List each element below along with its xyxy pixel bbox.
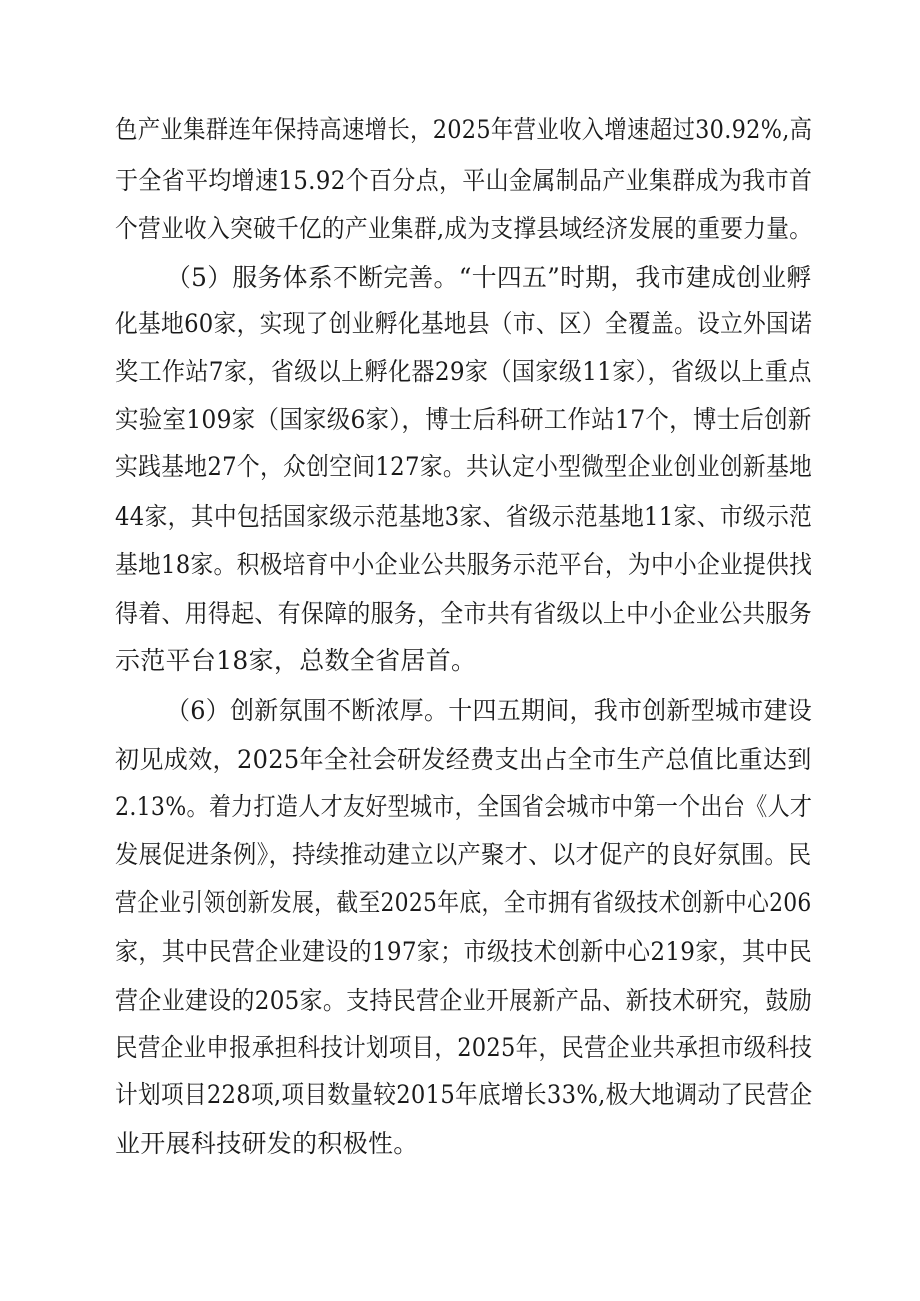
paragraph-3-line-1: （6）创新氛围不断浓厚。十四五期间，我市创新型城市建设 — [166, 696, 813, 725]
paragraph-2-line-9: 示范平台18家，总数全省居首。 — [115, 646, 477, 675]
paragraph-1-line-2: 于全省平均增速15.92个百分点，平山金属制品产业集群成为我市首 — [115, 166, 813, 195]
paragraph-3-line-10: 业开展科技研发的积极性。 — [115, 1129, 419, 1158]
paragraph-2-line-8: 得着、用得起、有保障的服务，全市共有省级以上中小企业公共服务 — [115, 599, 813, 628]
paragraph-3-line-3: 2.13%。着力打造人才友好型城市，全国省会城市中第一个出台《人才 — [115, 792, 813, 821]
paragraph-3-line-5: 营企业引领创新发展，截至2025年底，全市拥有省级技术创新中心206 — [115, 888, 812, 917]
paragraph-2-line-3: 奖工作站7家，省级以上孵化器29家（国家级11家），省级以上重点 — [115, 357, 812, 386]
paragraph-3-line-6: 家，其中民营企业建设的197家；市级技术创新中心219家，其中民 — [115, 937, 813, 966]
paragraph-2-line-7: 基地18家。积极培育中小企业公共服务示范平台，为中小企业提供找 — [115, 550, 813, 579]
paragraph-3-line-4: 发展促进条例》，持续推动建立以产聚才、以才促产的良好氛围。民 — [115, 840, 812, 869]
paragraph-2-line-1: （5）服务体系不断完善。“十四五”时期，我市建成创业孵 — [166, 263, 812, 292]
paragraph-3-line-2: 初见成效，2025年全社会研发经费支出占全市生产总值比重达到 — [115, 745, 812, 774]
paragraph-3-line-9: 计划项目228项,项目数量较2015年底增长33%,极大地调动了民营企 — [115, 1080, 813, 1109]
paragraph-3-line-7: 营企业建设的205家。支持民营企业开展新产品、新技术研究，鼓励 — [115, 986, 813, 1015]
paragraph-2-line-5: 实践基地27个，众创空间127家。共认定小型微型企业创业创新基地 — [115, 452, 813, 481]
paragraph-3-line-8: 民营企业申报承担科技计划项目，2025年，民营企业共承担市级科技 — [115, 1033, 813, 1062]
paragraph-2-line-4: 实验室109家（国家级6家），博士后科研工作站17个，博士后创新 — [115, 405, 812, 434]
paragraph-2-line-2: 化基地60家，实现了创业孵化基地县（市、区）全覆盖。设立外国诺 — [115, 309, 813, 338]
paragraph-1-line-3: 个营业收入突破千亿的产业集群,成为支撑县域经济发展的重要力量。 — [115, 214, 813, 243]
paragraph-1-line-1: 色产业集群连年保持高速增长，2025年营业收入增速超过30.92%,高 — [115, 115, 813, 144]
paragraph-2-line-6: 44家，其中包括国家级示范基地3家、省级示范基地11家、市级示范 — [115, 502, 813, 531]
